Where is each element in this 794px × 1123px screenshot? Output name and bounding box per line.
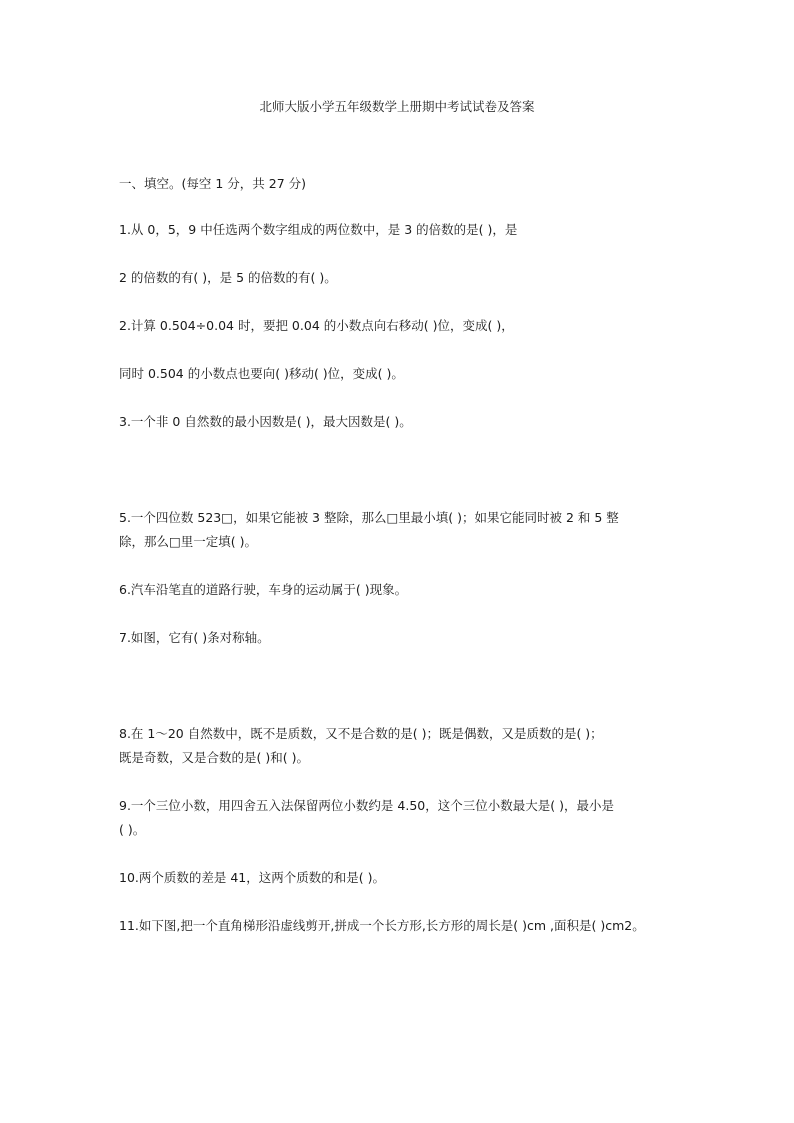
question-line: 10.两个质数的差是 41，这两个质数的和是( )。 (119, 870, 385, 885)
question-line: 1.从 0，5，9 中任选两个数字组成的两位数中，是 3 的倍数的是( )，是 (119, 222, 518, 237)
section-heading: 一、填空。(每空 1 分，共 27 分) (119, 176, 307, 191)
question-line: 3.一个非 0 自然数的最小因数是( )，最大因数是( )。 (119, 414, 412, 429)
question-line: 9.一个三位小数，用四舍五入法保留两位小数约是 4.50，这个三位小数最大是( )，最小是 (119, 798, 614, 813)
document-title: 北师大版小学五年级数学上册期中考试试卷及答案 (259, 99, 535, 114)
question-line: 既是奇数，又是合数的是( )和( )。 (119, 750, 309, 765)
question-line: 6.汽车沿笔直的道路行驶，车身的运动属于( )现象。 (119, 582, 408, 597)
question-line: 同时 0.504 的小数点也要向( )移动( )位，变成( )。 (119, 366, 404, 381)
question-line: ( )。 (119, 822, 146, 837)
question-line: 11.如下图,把一个直角梯形沿虚线剪开,拼成一个长方形,长方形的周长是( )cm ,面积是( )cm2。 (119, 918, 645, 933)
question-line: 2.计算 0.504÷0.04 时，要把 0.04 的小数点向右移动( )位，变成( )， (119, 318, 514, 333)
question-line: 5.一个四位数 523□，如果它能被 3 整除，那么□里最小填( )；如果它能同时被 2 和 5 整 (119, 510, 619, 525)
question-line: 除，那么□里一定填( )。 (119, 534, 258, 549)
question-line: 2 的倍数的有( )，是 5 的倍数的有( )。 (119, 270, 337, 285)
question-line: 8.在 1～20 自然数中，既不是质数，又不是合数的是( )；既是偶数，又是质数的是( )； (119, 726, 603, 741)
question-line: 7.如图，它有( )条对称轴。 (119, 630, 270, 645)
